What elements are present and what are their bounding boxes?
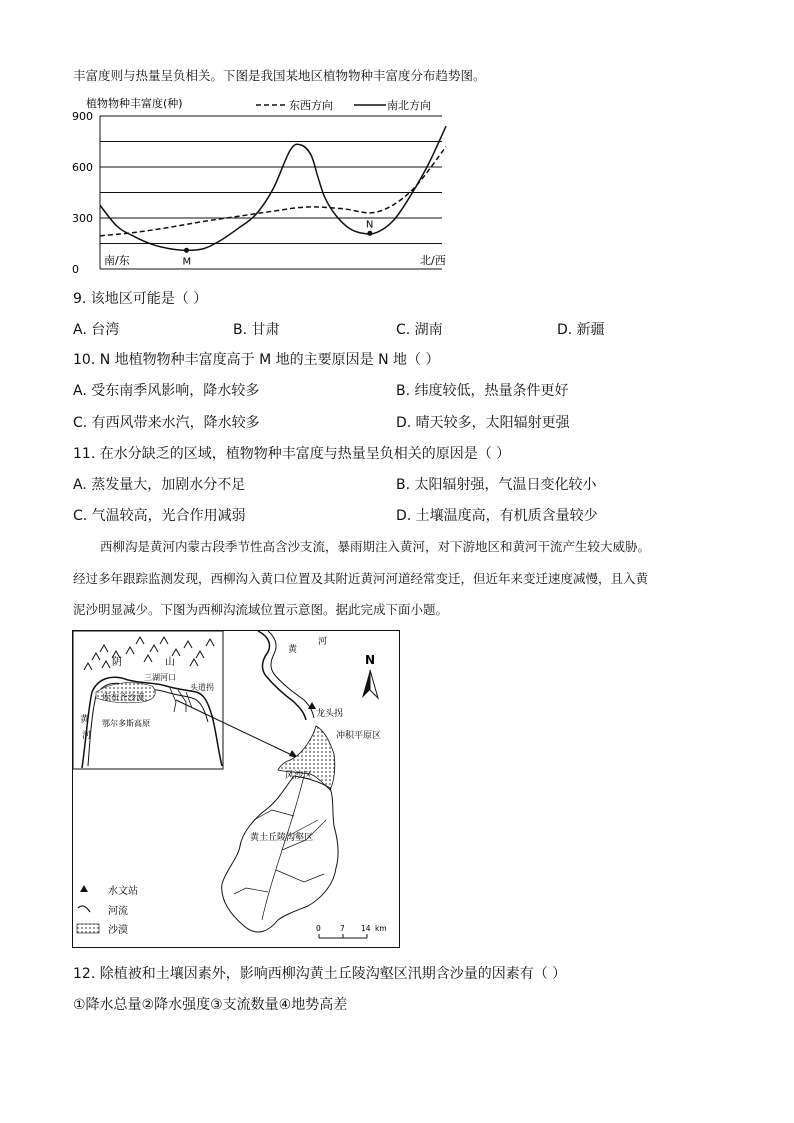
- passage-line-1: 西柳沟是黄河内蒙古段季节性高含沙支流，暴雨期注入黄河，对下游地区和黄河干流产生较大威胁。: [100, 539, 651, 554]
- inset-label-yin: 阴: [112, 657, 122, 668]
- q11-stem: 11. 在水分缺乏的区域，植物物种丰富度与热量呈负相关的原因是（ ）: [73, 446, 511, 462]
- legend-desert-icon: [77, 924, 99, 933]
- main-label-longtouguai: 龙头拐: [316, 709, 344, 719]
- point-label-N: N: [365, 219, 374, 231]
- q10-stem: 10. N 地植物物种丰富度高于 M 地的主要原因是 N 地（ ）: [73, 352, 440, 368]
- x-right-label: 北/西: [420, 254, 446, 267]
- legend-east-west: 东西方向: [289, 99, 333, 112]
- legend-north-south: 南北方向: [387, 99, 431, 112]
- point-label-M: M: [182, 256, 192, 268]
- main-label-loess: 黄土丘陵沟壑区: [250, 833, 314, 843]
- q12-items: ①降水总量②降水强度③支流数量④地势高差: [73, 997, 348, 1013]
- inset-label-he: 河: [82, 731, 92, 741]
- scale-tick-0: 0: [316, 924, 321, 933]
- scale-tick-7: 7: [340, 924, 345, 933]
- q12-stem: 12. 除植被和土壤因素外，影响西柳沟黄土丘陵沟壑区汛期含沙量的因素有（ ）: [73, 966, 567, 982]
- y-axis-label: 植物物种丰富度(种): [86, 97, 183, 110]
- y-tick-label: 600: [72, 161, 93, 174]
- inset-map: [73, 631, 223, 769]
- point-N: [367, 231, 372, 236]
- x-left-label: 南/东: [104, 254, 130, 267]
- q10-option-d[interactable]: D. 晴天较多，太阳辐射更强: [396, 415, 570, 431]
- q9-stem: 9. 该地区可能是（ ）: [73, 291, 208, 307]
- legend-station-label: 水文站: [108, 886, 138, 897]
- q11-option-d[interactable]: D. 土壤温度高，有机质含量较少: [396, 508, 598, 524]
- inset-label-ordos: 鄂尔多斯高原: [102, 719, 150, 728]
- q11-option-a[interactable]: A. 蒸发量大，加剧水分不足: [73, 477, 246, 493]
- passage-line-3: 泥沙明显减少。下图为西柳沟流域位置示意图。据此完成下面小题。: [73, 602, 449, 617]
- inset-label-sanhu: 三湖河口: [144, 673, 176, 682]
- svg-text:N: N: [365, 653, 376, 667]
- passage-line-2: 经过多年跟踪监测发现，西柳沟入黄口位置及其附近黄河河道经常变迁，但近年来变迁速度减慢，且入黄: [73, 571, 649, 586]
- scale-unit: km: [375, 924, 387, 933]
- scale-tick-14: 14: [361, 924, 371, 933]
- q9-option-b[interactable]: B. 甘肃: [233, 322, 280, 338]
- y-tick-label: 0: [72, 263, 79, 276]
- legend-desert-label: 沙漠: [108, 925, 128, 936]
- main-label-he: 河: [318, 637, 328, 647]
- series-north-south-line: [100, 126, 446, 250]
- xiliugou-basin-map: [72, 630, 400, 948]
- q11-option-c[interactable]: C. 气温较高，光合作用减弱: [73, 508, 246, 524]
- q10-option-a[interactable]: A. 受东南季风影响，降水较多: [73, 383, 260, 399]
- inset-label-shan: 山: [165, 657, 175, 668]
- q10-option-b[interactable]: B. 纬度较低，热量条件更好: [396, 383, 569, 399]
- inset-label-toudao: 头道拐: [190, 683, 214, 692]
- main-label-huang: 黄: [288, 645, 298, 655]
- q11-option-b[interactable]: B. 太阳辐射强，气温日变化较小: [396, 477, 597, 493]
- richness-chart: [68, 94, 458, 276]
- inset-label-kubuqi: 库布齐沙漠: [102, 693, 145, 703]
- q9-option-d[interactable]: D. 新疆: [557, 322, 605, 338]
- series-east-west-line: [100, 147, 446, 236]
- q10-option-c[interactable]: C. 有西风带来水汽，降水较多: [73, 415, 260, 431]
- legend-river-label: 河流: [108, 906, 128, 917]
- q9-option-c[interactable]: C. 湖南: [396, 322, 443, 338]
- main-label-chongji: 冲积平原区: [336, 731, 382, 741]
- y-tick-label: 300: [72, 212, 93, 225]
- chart-legend: [256, 98, 431, 112]
- main-label-fengsha: 风沙区: [285, 771, 313, 781]
- inset-label-huang: 黄: [80, 715, 90, 725]
- y-tick-label: 900: [72, 110, 93, 123]
- q9-option-a[interactable]: A. 台湾: [73, 322, 120, 338]
- point-M: [184, 248, 189, 253]
- intro-text: 丰富度则与热量呈负相关。下图是我国某地区植物物种丰富度分布趋势图。: [73, 68, 486, 83]
